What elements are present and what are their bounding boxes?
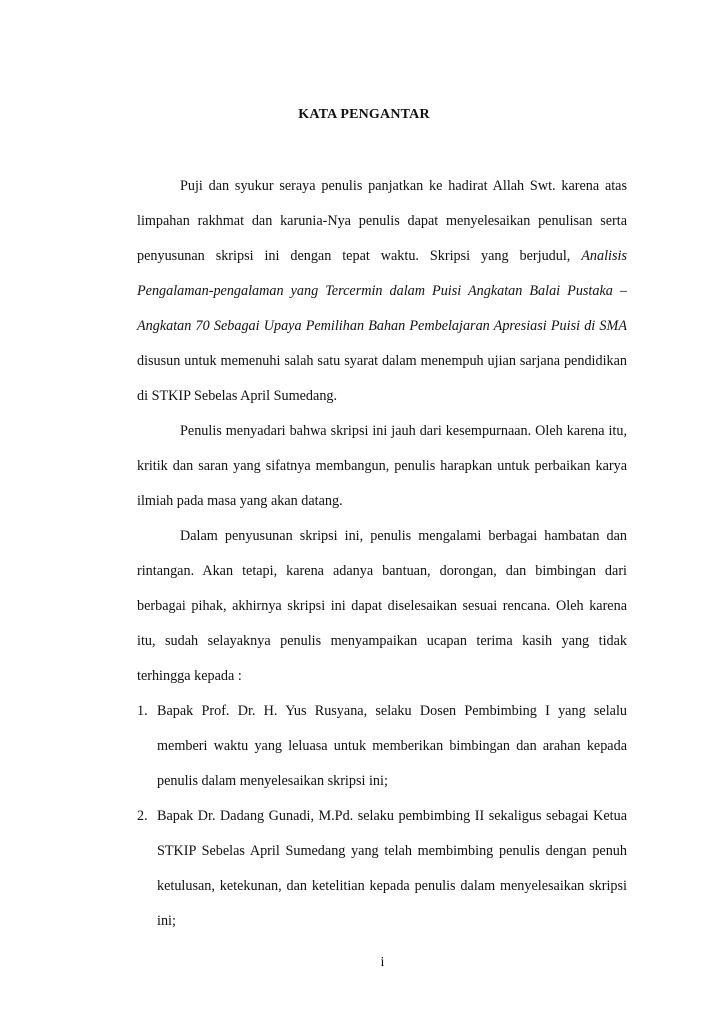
list-item-number: 2. <box>137 808 148 824</box>
list-item-number: 1. <box>137 703 148 719</box>
paragraph-acknowledgement: Dalam penyusunan skripsi ini, penulis mengalami berbagai hambatan dan rintangan. Akan tetapi, karena adanya bantuan, dorongan, dan bimbingan dari berbagai pihak, akhirnya skripsi ini dapat diselesaikan sesuai rencana. Oleh karena itu, sudah selayaknya penulis menyampaikan ucapan terima kasih yang tidak terhingga kepada : <box>137 528 627 684</box>
page-number: i <box>380 955 385 970</box>
acknowledgement-list <box>137 694 627 939</box>
list-item-text: Bapak Prof. Dr. H. Yus Rusyana, selaku Dosen Pembimbing I yang selalu memberi waktu yang leluasa untuk memberikan bimbingan dan arahan kepada penulis dalam menyelesaikan skripsi ini; <box>157 703 627 789</box>
paragraph-opening-text: Puji dan syukur seraya penulis panjatkan ke hadirat Allah Swt. karena atas limpahan rakhmat dan karunia-Nya penulis dapat menyelesaikan penulisan serta penyusunan skripsi ini dengan tepat waktu. Skripsi yang berjudul, <box>137 178 627 264</box>
page-title: KATA PENGANTAR <box>298 107 430 122</box>
paragraph-opening-text-end: disusun untuk memenuhi salah satu syarat dalam menempuh ujian sarjana pendidikan di STKIP Sebelas April Sumedang. <box>137 353 627 404</box>
list-item-text: Bapak Dr. Dadang Gunadi, M.Pd. selaku pembimbing II sekaligus sebagai Ketua STKIP Sebelas April Sumedang yang telah membimbing penulis dengan penuh ketulusan, ketekunan, dan ketelitian kepada penulis dalam menyelesaikan skripsi ini; <box>157 808 627 929</box>
list-item <box>137 799 627 939</box>
thesis-title: Analisis Pengalaman-pengalaman yang Tercermin dalam Puisi Angkatan Balai Pustaka – Angkatan 70 Sebagai Upaya Pemilihan Bahan Pembelajaran Apresiasi Puisi di SMA <box>137 248 627 334</box>
list-item <box>137 694 627 799</box>
body-text <box>137 169 627 939</box>
paragraph-opening <box>137 169 627 414</box>
paragraph-apology: Penulis menyadari bahwa skripsi ini jauh dari kesempurnaan. Oleh karena itu, kritik dan saran yang sifatnya membangun, penulis harapkan untuk perbaikan karya ilmiah pada masa yang akan datang. <box>137 423 627 509</box>
